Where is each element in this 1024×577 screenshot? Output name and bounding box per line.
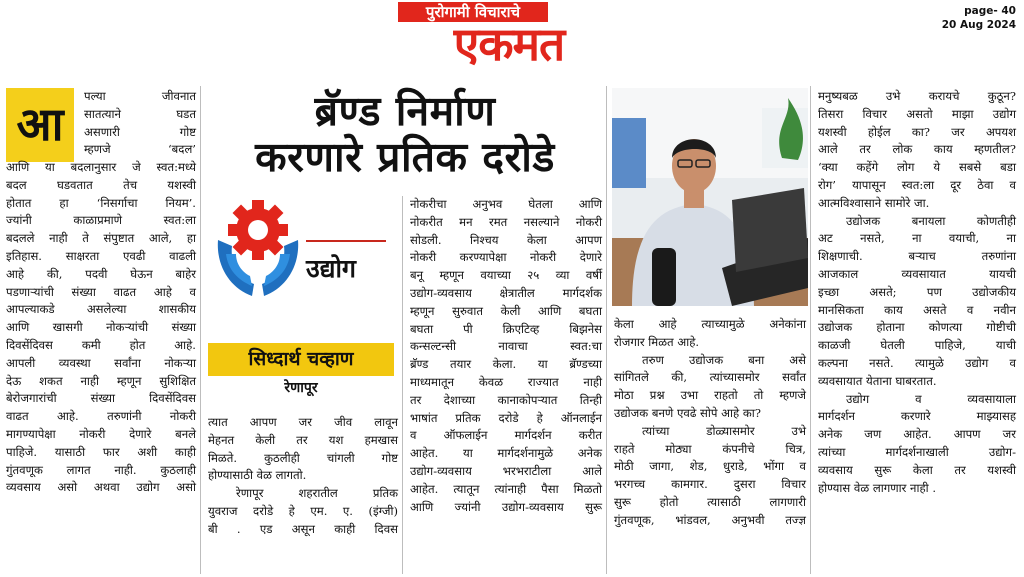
text-line: इतिहास. साक्षरता एवढी वाढली (6, 248, 196, 263)
text-line: काळजी घेतली पाहिजे, याची (818, 338, 1016, 353)
text-line: होतात हा ‘निसर्गाचा नियम’. (6, 195, 196, 210)
text-line: उद्योजक बनायला कोणतीही (846, 213, 1016, 228)
masthead-logo: एकमत (453, 17, 565, 71)
drop-cap: आ (6, 88, 74, 162)
column-3 (410, 196, 602, 516)
text-line: बघता पी क्रिएटिव्ह बिझनेस (410, 321, 602, 336)
text-line: ज्यांनी काळाप्रमाणे स्वत:ला (6, 213, 196, 228)
text-line: तर देशाच्या कानाकोपऱ्यात तिन्ही (410, 392, 602, 407)
text-line: अट नसते, ना वयाची, ना (818, 231, 1016, 246)
text-line: मनुष्यबळ उभे करायचे कुठून? (818, 89, 1016, 103)
text-line: तरुण उद्योजक बना असे (642, 352, 806, 367)
gear-hands-icon (212, 196, 304, 300)
page-info (942, 4, 1016, 32)
text-line: नोकरीत मन रमत नसल्याने नोकरी (410, 214, 602, 229)
text-line: ‘क्या कहेंगे लोग ये सबसे बडा (818, 160, 1016, 175)
text-line: म्हणजे ‘बदल’ (84, 142, 196, 157)
text-line: सातत्याने घडत (84, 106, 196, 121)
text-line: नोकरीचा अनुभव घेतला आणि (410, 197, 602, 211)
text-line: बदल घडवतात तेच यशस्वी (6, 177, 196, 192)
text-line: मेहनत केली तर यश हमखास (208, 432, 398, 447)
text-line: त्यांच्या मार्गदर्शनाखाली उद्योग- (818, 444, 1016, 459)
text-line: गुंतवणूक, भांडवल, अनुभवी तज्ज्ञ (614, 512, 806, 527)
text-line: बदलले नाही ते संपुष्टात आले, हा (6, 231, 196, 246)
portrait-photo (612, 88, 808, 306)
text-line: असणारी गोष्ट (84, 124, 196, 139)
text-line: तिसरा विचार असतो माझा उद्योग (818, 106, 1016, 121)
text-line: पाहिजे. यासाठी फार अशी काही (6, 444, 196, 459)
section-label: उद्योग (306, 254, 357, 283)
text-line: पडणाऱ्यांची संख्या वाढत आहे व (6, 284, 196, 299)
text-line: आहेत. त्यातून त्यांनाही पैसा मिळतो (410, 481, 602, 496)
text-line: आहेत. या मार्गदर्शनामुळे अनेक (410, 446, 602, 461)
text-line: अनेक जण आहेत. आपण जर (818, 427, 1016, 442)
text-line: मिळते. कुठलीही चांगली गोष्ट (208, 450, 398, 465)
text-line: बनू म्हणून वयाच्या २५ व्या वर्षी (410, 268, 602, 283)
text-line: कल्पना नसते. त्यामुळे उद्योग व (818, 355, 1016, 370)
text-line: आले तर लोक काय म्हणतील? (818, 142, 1016, 157)
column-1-intro (84, 88, 196, 159)
text-line: उद्योजक होताना कोणत्या गोष्टीची (818, 320, 1016, 335)
text-line: व्यवसाय सुरू केला तर यशस्वी (818, 462, 1016, 477)
text-line: मोठी जागा, शेड, धुराडे, भोंगा व (614, 459, 806, 474)
text-line: आणि या बदलानुसार जे स्वत:मध्ये (6, 160, 196, 174)
text-line: व्यवसाय असो अथवा उद्योग असो (6, 480, 196, 495)
text-line: आणि खासगी नोकऱ्यांची संख्या (6, 320, 196, 335)
text-line: रोजगार मिळत आहे. (614, 334, 700, 349)
text-line: व ऑफलाईन मार्गदर्शन करीत (410, 428, 602, 443)
byline-city: रेणापूर (284, 380, 318, 396)
text-line: ब्रॅण्ड तयार केला. या ब्रॅण्डच्या (410, 357, 602, 372)
headline-line-2: करणारे प्रतिक दरोडे (255, 133, 555, 181)
text-line: मोठा प्रश्न उभा राहतो तो म्हणजे (614, 388, 806, 403)
text-line: मानसिकता काय असते व नवीन (818, 302, 1016, 317)
text-line: भाषांत प्रतिक दरोडे हे ऑनलाईन (410, 410, 602, 425)
text-line: कन्सल्टन्सी नावाचा स्वत:चा (410, 339, 602, 354)
text-line: पल्या जीवनात (84, 89, 196, 103)
text-line: केला आहे त्याच्यामुळे अनेकांना (614, 317, 806, 331)
column-1 (6, 159, 196, 497)
text-line: उद्योग व व्यवसायाला (846, 391, 1016, 406)
text-line: देऊ शकत नाही म्हणून सुशिक्षित (6, 373, 196, 388)
text-line: उद्योग-व्यवसाय क्षेत्रातील मार्गदर्शक (410, 285, 602, 300)
text-line: भरगच्च कामगार. दुसरा विचार (614, 477, 806, 492)
text-line: युवराज दरोडे हे एम. ए. (इंग्जी) (208, 503, 398, 518)
text-line: होण्यास वेळ लागणार नाही . (818, 480, 937, 495)
page-number: page- 40 (964, 5, 1016, 17)
text-line: बेरोजगारांची संख्या दिवसेंदिवस (6, 391, 196, 406)
text-line: रोग’ यापासून स्वत:ला दूर ठेवा व (818, 177, 1016, 192)
section-rule (306, 240, 386, 242)
text-line: नोकरी करण्यापेक्षा नोकरी देणारे (410, 250, 602, 265)
text-line: उद्योजक बनणे एवढे सोपे आहे का? (614, 405, 761, 420)
text-line: व्यवसायात येताना घाबरतात. (818, 373, 937, 388)
text-line: सुरू होतो त्यासाठी लागणारी (614, 494, 806, 509)
text-line: म्हणून सुरुवात केली आणि बघता (410, 303, 602, 318)
text-line: राहते मोठ्या कंपनीचे चित्र, (614, 441, 806, 456)
text-line: वाढत आहे. तरुणांनी नोकरी (6, 409, 196, 424)
text-line: उद्योग-व्यवसाय भरभराटीला आले (410, 463, 602, 478)
text-line: गुंतवणूक लागत नाही. कुठलाही (6, 462, 196, 477)
text-line: इच्छा असते; पण उद्योजकीय (818, 284, 1016, 299)
column-5 (818, 88, 1016, 497)
text-line: दिवसेंदिवस कमी होत आहे. (6, 337, 196, 352)
headline (204, 88, 606, 180)
text-line: त्यांच्या डोळ्यासमोर उभे (642, 423, 806, 438)
text-line: रेणापूर शहरातील प्रतिक (236, 486, 398, 501)
text-line: आहे की, पदवी घेऊन बाहेर (6, 266, 196, 281)
text-line: आपल्याकडे असलेल्या शासकीय (6, 302, 196, 317)
column-2 (208, 414, 398, 539)
text-line: शिक्षणाची. बऱ्याच तरुणांना (818, 249, 1016, 264)
text-line: होण्यासाठी वेळ लागतो. (208, 468, 307, 483)
column-4 (614, 316, 806, 530)
text-line: मार्गदर्शन करणारे माझ्यासह (818, 409, 1016, 424)
text-line: मागण्यापेक्षा नोकरी देणारे बनले (6, 426, 196, 441)
text-line: आजकाल व्यवसायात यायची (818, 266, 1016, 281)
headline-line-1: ब्रॅण्ड निर्माण (314, 87, 496, 135)
text-line: यशस्वी होईल का? जर अपयश (818, 124, 1016, 139)
text-line: त्यात आपण जर जीव लावून (208, 415, 398, 429)
page-date: 20 Aug 2024 (941, 19, 1016, 31)
text-line: आत्मविश्वासाने सामोरे जा. (818, 195, 930, 210)
text-line: आणि ज्यांनी उद्योग-व्यवसाय सुरू (410, 499, 602, 514)
text-line: बी . एड असून काही दिवस (208, 521, 398, 536)
text-line: आपली व्यवस्था सर्वांना नोकऱ्या (6, 355, 196, 370)
text-line: सांगितले की, त्यांच्यासमोर सर्वांत (614, 370, 806, 385)
masthead-tagline: पुरोगामी विचाराचे (398, 2, 548, 22)
byline-name: सिध्दार्थ चव्हाण (208, 343, 394, 376)
text-line: माध्यमातून केवळ राज्यात नाही (410, 374, 602, 389)
text-line: सोडली. निश्चय केला आपण (410, 232, 602, 247)
